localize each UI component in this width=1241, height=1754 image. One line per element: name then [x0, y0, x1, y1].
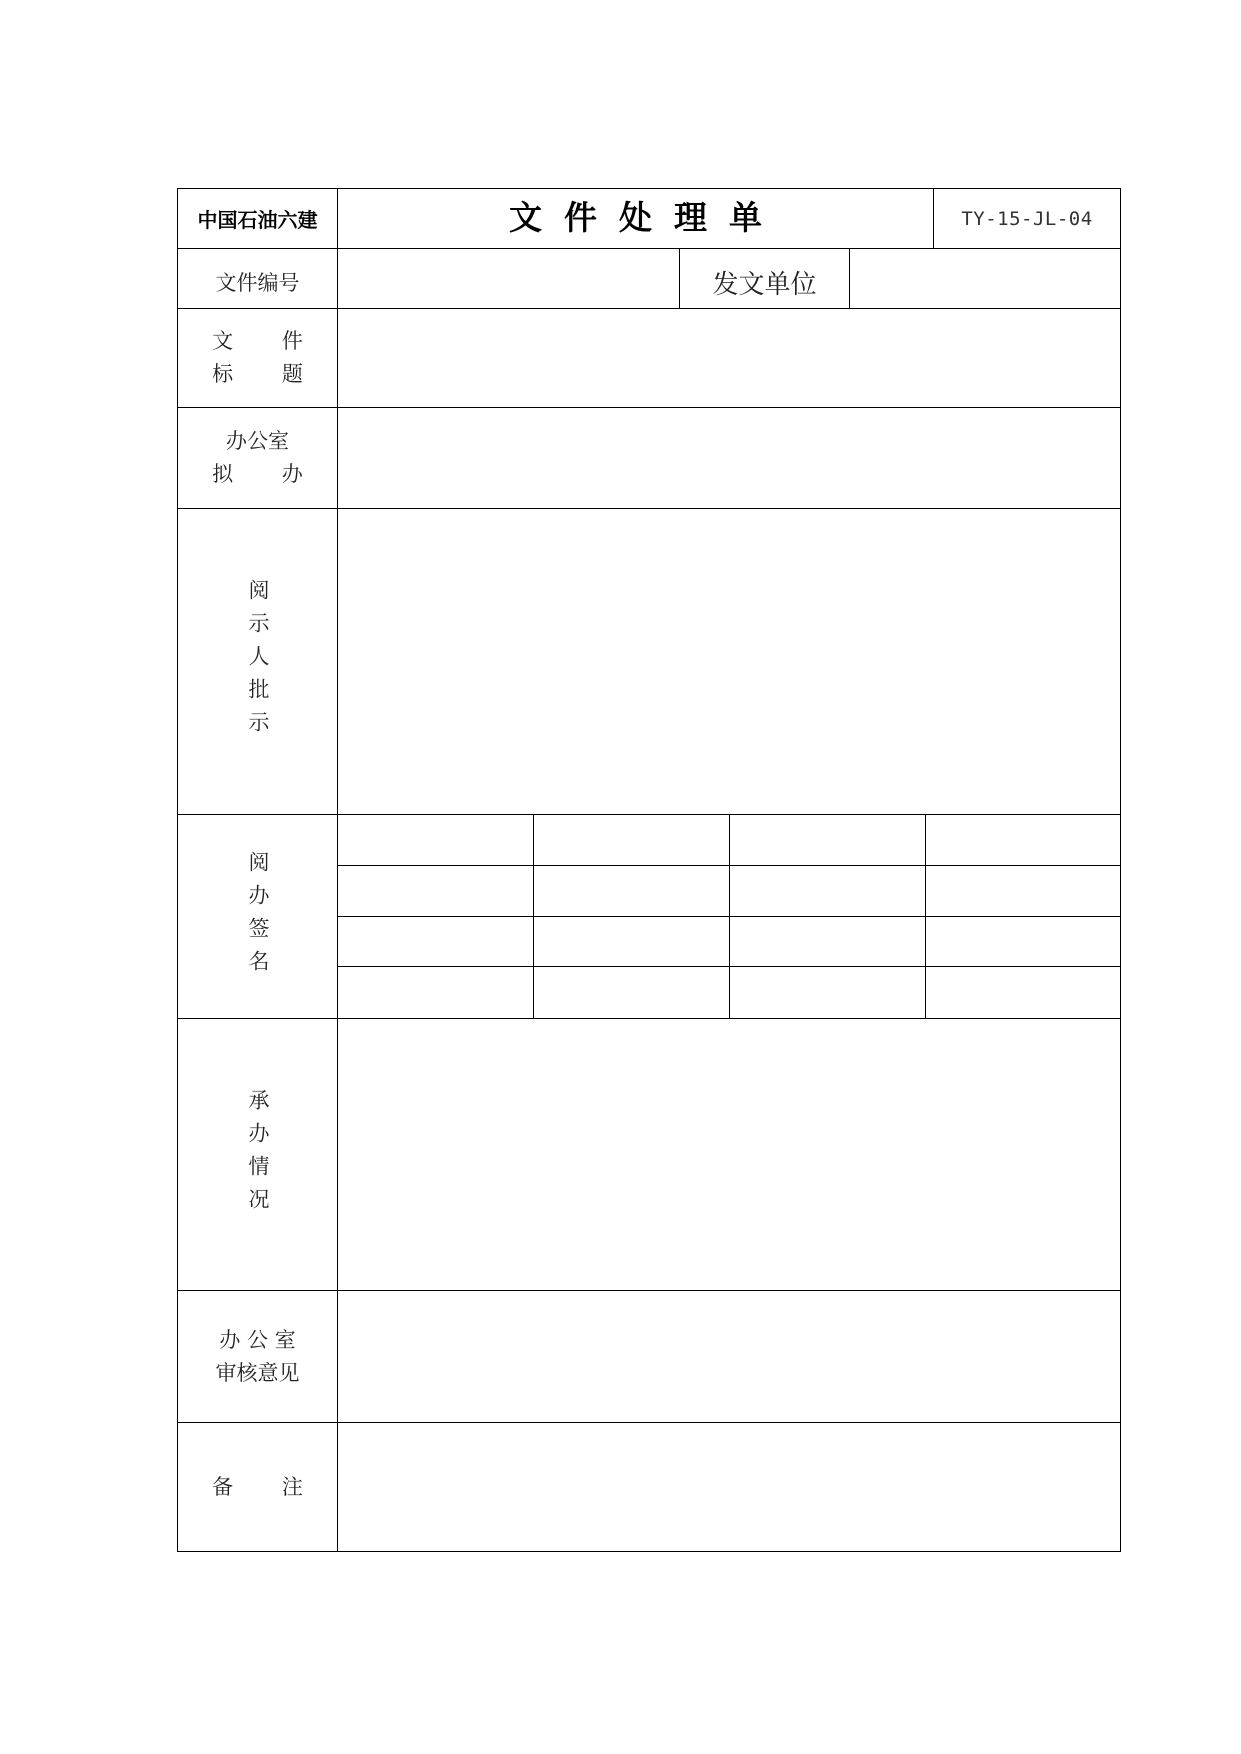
reviewer-instructions-label-cell — [178, 509, 338, 814]
office-draft-field[interactable] — [338, 408, 1120, 508]
office-draft-row — [178, 408, 1120, 509]
handling-status-row — [178, 1019, 1120, 1291]
signature-cell[interactable] — [730, 967, 926, 1018]
office-draft-label-line2: 拟 办 — [212, 462, 324, 486]
signature-cell[interactable] — [926, 917, 1120, 968]
issuing-unit-label-cell — [680, 249, 850, 308]
handling-status-field[interactable] — [338, 1019, 1120, 1290]
signature-cell[interactable] — [338, 815, 534, 866]
file-title-field[interactable] — [338, 309, 1120, 407]
signature-cell[interactable] — [730, 917, 926, 968]
form-title: 文件处理单 — [509, 198, 784, 237]
reviewer-instructions-label: 阅示人批示 — [246, 579, 270, 744]
company-name-cell — [178, 189, 338, 248]
signature-cell[interactable] — [730, 866, 926, 917]
signature-cell[interactable] — [926, 866, 1120, 917]
header-row — [178, 189, 1120, 249]
remarks-label-cell — [178, 1423, 338, 1551]
file-title-row — [178, 309, 1120, 408]
remarks-row — [178, 1423, 1120, 1551]
file-title-label — [191, 325, 324, 391]
office-review-row — [178, 1291, 1120, 1423]
office-draft-label-cell — [178, 408, 338, 508]
office-review-field[interactable] — [338, 1291, 1120, 1422]
office-review-label-cell — [178, 1291, 338, 1422]
form-title-cell — [338, 189, 934, 248]
file-number-field[interactable] — [338, 249, 680, 308]
office-review-label-line1: 办 公 室 — [219, 1327, 296, 1352]
file-number-label-cell — [178, 249, 338, 308]
signature-grid — [338, 815, 1120, 1018]
remarks-label: 备 注 — [212, 1474, 324, 1499]
signature-cell[interactable] — [926, 967, 1120, 1018]
form-code-cell — [934, 189, 1120, 248]
file-title-label-line2: 标 题 — [212, 362, 324, 386]
read-signature-row — [178, 815, 1120, 1019]
company-name: 中国石油六建 — [197, 208, 318, 232]
office-draft-label — [191, 425, 324, 491]
file-number-label: 文件编号 — [215, 271, 300, 295]
document-processing-form — [177, 188, 1121, 1552]
file-title-label-line1: 文 件 — [212, 329, 324, 353]
file-title-label-cell — [178, 309, 338, 407]
reviewer-instructions-row — [178, 509, 1120, 815]
signature-cell[interactable] — [338, 967, 534, 1018]
reviewer-instructions-field[interactable] — [338, 509, 1120, 814]
signature-cell[interactable] — [730, 815, 926, 866]
signature-cell[interactable] — [926, 815, 1120, 866]
office-review-label-line2: 审核意见 — [215, 1360, 300, 1385]
signature-cell[interactable] — [338, 917, 534, 968]
signature-cell[interactable] — [338, 866, 534, 917]
signature-cell[interactable] — [534, 917, 730, 968]
signature-cell[interactable] — [534, 967, 730, 1018]
handling-status-label-cell — [178, 1019, 338, 1290]
file-info-row — [178, 249, 1120, 309]
office-review-label — [216, 1324, 300, 1390]
issuing-unit-field[interactable] — [850, 249, 1120, 308]
remarks-field[interactable] — [338, 1423, 1120, 1551]
signature-cell[interactable] — [534, 866, 730, 917]
issuing-unit-label: 发文单位 — [712, 270, 817, 300]
handling-status-label: 承办情况 — [246, 1088, 270, 1221]
office-draft-label-line1: 办公室 — [226, 429, 289, 453]
signature-cell[interactable] — [534, 815, 730, 866]
form-code: TY-15-JL-04 — [961, 207, 1093, 230]
read-signature-label: 阅办签名 — [246, 850, 270, 983]
read-signature-label-cell — [178, 815, 338, 1018]
